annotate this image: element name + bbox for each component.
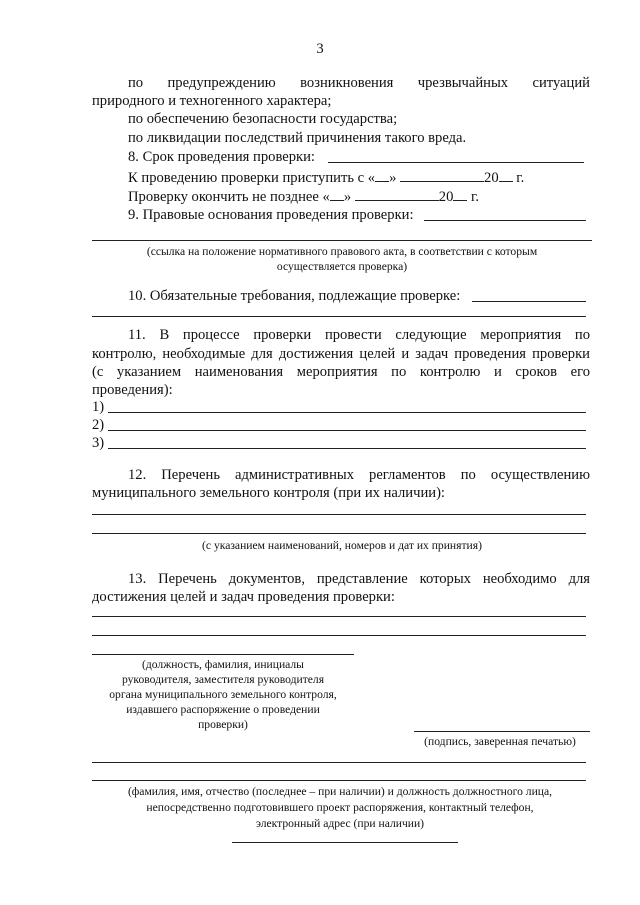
preparer-field-2[interactable] [92, 780, 586, 781]
position-caption-4: издавшего распоряжение о проведении [126, 703, 320, 716]
item13-line-2: достижения целей и задач проведения проверки: [92, 589, 395, 605]
item11-line-4: проведения): [92, 382, 173, 398]
intro-line-1: по предупреждению возникновения чрезвычайных ситуаций [128, 75, 590, 91]
item10-field[interactable] [472, 301, 586, 302]
item10-line[interactable] [92, 316, 586, 317]
item8-start-line: К проведению проверки приступить с « » 20 г. [128, 170, 525, 186]
item9-basis-field[interactable] [424, 220, 586, 221]
start-month-field[interactable] [400, 168, 484, 182]
start-day-field[interactable] [375, 168, 389, 182]
item11-line-3: (с указанием наименования мероприятия по контролю и сроков его [92, 364, 591, 380]
item12-caption: (с указанием наименований, номеров и дат их принятия) [202, 539, 482, 552]
item9-caption-1: (ссылка на положение нормативного правового акта, в соответствии с которым [146, 245, 538, 258]
item12-field-1[interactable] [92, 514, 586, 515]
item12-line-1: 12. Перечень административных регламентов по осуществлению [128, 467, 591, 483]
item12-field-2[interactable] [92, 533, 586, 534]
item11-entry-2-label: 2) [92, 417, 105, 433]
intro-line-2: природного и техногенного характера; [92, 93, 332, 109]
position-caption-1: (должность, фамилия, инициалы [142, 658, 304, 671]
item11-entry-2-field[interactable] [108, 430, 586, 431]
item11-entry-1-label: 1) [92, 399, 105, 415]
item10-label: 10. Обязательные требования, подлежащие проверке: [128, 288, 461, 304]
page-number: 3 [316, 41, 324, 57]
preparer-caption-1: (фамилия, имя, отчество (последнее – при наличии) и должность должностного лица, [127, 785, 553, 798]
intro-line-3: по обеспечению безопасности государства; [128, 111, 398, 127]
item13-field-1[interactable] [92, 616, 586, 617]
position-caption-3: органа муниципального земельного контроля, [109, 688, 337, 701]
item11-entry-3-field[interactable] [108, 448, 586, 449]
item13-line-1: 13. Перечень документов, представление которых необходимо для [128, 571, 590, 587]
preparer-caption-3: электронный адрес (при наличии) [255, 817, 425, 830]
start-year-field[interactable] [499, 168, 513, 182]
preparer-caption-2: непосредственно подготовившего проект распоряжения, контактный телефон, [146, 801, 534, 814]
item9-label: 9. Правовые основания проведения проверки: [128, 207, 414, 223]
item13-field-2[interactable] [92, 635, 586, 636]
item8-term-field[interactable] [328, 162, 584, 163]
item11-line-1: 11. В процессе проверки провести следующие мероприятия по [128, 327, 591, 343]
preparer-field-1[interactable] [92, 762, 586, 763]
end-day-field[interactable] [330, 187, 344, 201]
end-year-field[interactable] [453, 187, 467, 201]
item8-label: 8. Срок проведения проверки: [128, 149, 315, 165]
position-field[interactable] [92, 654, 354, 655]
intro-line-4: по ликвидации последствий причинения такого вреда. [128, 130, 467, 146]
item11-entry-3-label: 3) [92, 435, 105, 451]
item12-line-2: муниципального земельного контроля (при их наличии): [92, 485, 445, 501]
item11-line-2: контролю, необходимые для достижения целей и задач проведения проверки [92, 346, 590, 362]
position-caption-5: проверки) [198, 718, 248, 731]
signature-field[interactable] [414, 731, 590, 732]
bottom-rule [232, 842, 458, 843]
item11-entry-1-field[interactable] [108, 412, 586, 413]
item9-caption-2: осуществляется проверка) [276, 260, 408, 273]
item8-end-line: Проверку окончить не позднее « » 20 г. [128, 189, 480, 205]
end-month-field[interactable] [355, 187, 439, 201]
item9-basis-line[interactable] [92, 240, 592, 241]
position-caption-2: руководителя, заместителя руководителя [121, 673, 325, 686]
signature-caption: (подпись, заверенная печатью) [424, 735, 576, 748]
